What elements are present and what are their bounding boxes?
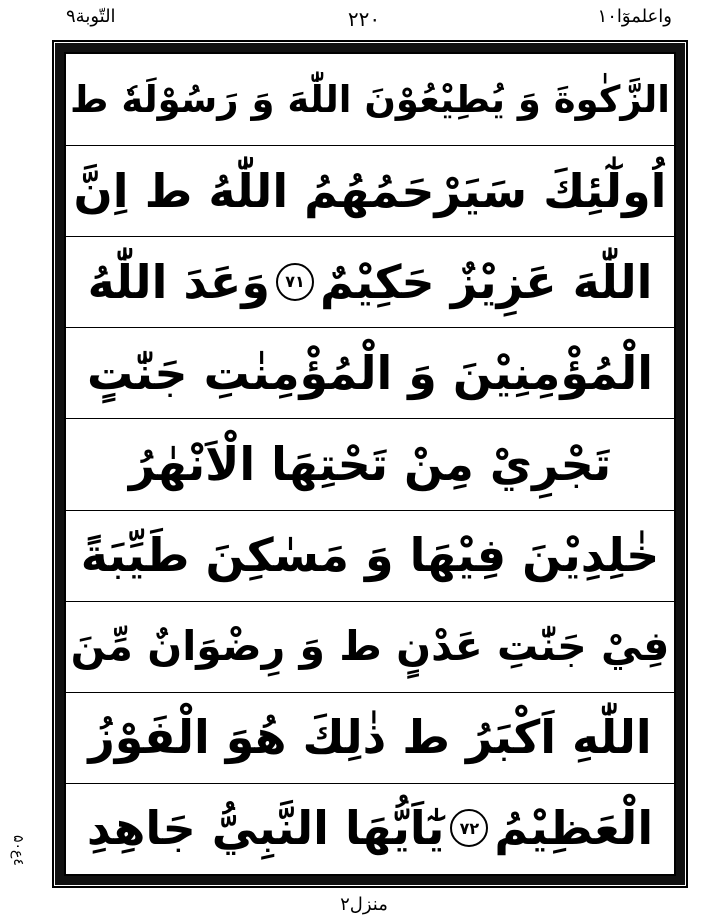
line-divider <box>66 236 674 237</box>
line-text: خٰلِدِيْنَ فِيْهَا وَ مَسٰكِنَ طَيِّبَةً <box>80 528 660 583</box>
ruku-note: ۵۰٤ع <box>10 834 26 866</box>
line-divider <box>66 418 674 419</box>
text-area <box>64 52 676 876</box>
line-text: الْعَظِيْمُ <box>494 801 654 856</box>
quran-line <box>66 327 674 418</box>
ayah-number-marker: ۷۲ <box>450 809 488 847</box>
line-text-continued: وَعَدَ اللّٰهُ <box>87 254 270 309</box>
quran-lines <box>66 54 674 874</box>
page-number: ۲۲۰ <box>347 7 381 31</box>
line-text: اُولٰٓئِكَ سَيَرْحَمُهُمُ اللّٰهُ ط اِنَّ <box>73 163 667 218</box>
line-text: فِيْ جَنّٰتِ عَدْنٍ ط وَ رِضْوَانٌ مِّنَ <box>70 622 670 671</box>
line-text: الزَّكٰوةَ وَ يُطِيْعُوْنَ اللّٰهَ وَ رَسُوْلَهٗ ط <box>70 77 670 121</box>
line-divider <box>66 327 674 328</box>
line-divider <box>66 510 674 511</box>
line-divider <box>66 692 674 693</box>
manzil-label: منزل۲ <box>340 894 388 915</box>
line-text: تَجْرِيْ مِنْ تَحْتِهَا الْاَنْهٰرُ <box>128 436 612 491</box>
line-divider <box>66 783 674 784</box>
ayah-number-marker: ۷۱ <box>276 263 314 301</box>
line-text-continued: يٰٓاَيُّهَا النَّبِيُّ جَاهِدِ <box>86 801 445 856</box>
quran-line <box>66 236 674 327</box>
line-text: اللّٰهَ عَزِيْزٌ حَكِيْمٌ <box>319 254 653 309</box>
line-text: الْمُؤْمِنِيْنَ وَ الْمُؤْمِنٰتِ جَنّٰتٍ <box>86 345 654 400</box>
header-juz-name: واعلموٓا۱۰ <box>597 6 672 27</box>
line-divider <box>66 601 674 602</box>
quran-line <box>66 510 674 601</box>
quran-line <box>66 145 674 236</box>
quran-line <box>66 783 674 874</box>
header-surah-name: التّوبة۹ <box>66 6 116 27</box>
line-divider <box>66 145 674 146</box>
quran-line <box>66 54 674 145</box>
quran-line <box>66 601 674 692</box>
line-text: اللّٰهِ اَكْبَرُ ط ذٰلِكَ هُوَ الْفَوْزُ <box>88 710 652 765</box>
quran-line <box>66 418 674 509</box>
quran-line <box>66 692 674 783</box>
